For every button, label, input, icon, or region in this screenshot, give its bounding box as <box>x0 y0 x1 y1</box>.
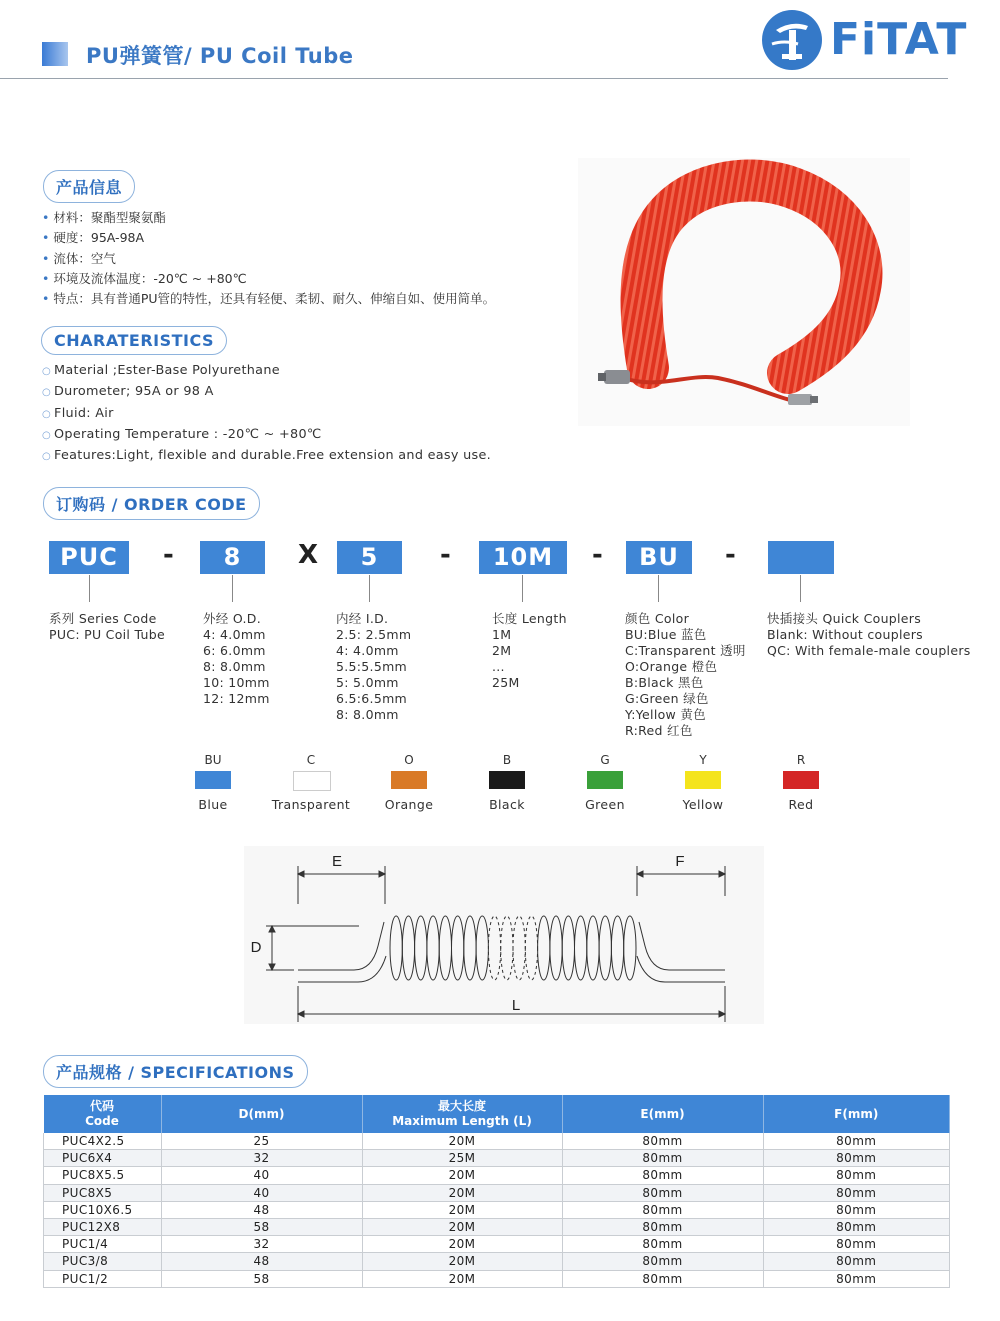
order-code-separator: X <box>298 540 319 570</box>
connector-line <box>800 575 801 602</box>
table-cell: 80mm <box>763 1236 950 1253</box>
table-row <box>44 1253 950 1270</box>
product-info-heading: 产品信息 <box>43 170 135 203</box>
order-code-separator: - <box>592 540 603 570</box>
table-cell: 80mm <box>763 1201 950 1218</box>
table-cell: 80mm <box>763 1133 950 1150</box>
swatch-name: Black <box>489 797 525 812</box>
order-code-box-id: 5 <box>337 541 402 574</box>
column-header-code: 代码 Code <box>44 1095 162 1133</box>
dimension-label-f: F <box>675 853 685 870</box>
swatch-code: B <box>502 753 512 767</box>
brand-logo-icon <box>762 10 822 70</box>
table-cell: 80mm <box>562 1201 763 1218</box>
column-header-e: E(mm) <box>562 1095 763 1133</box>
table-cell: 80mm <box>763 1184 950 1201</box>
column-header-f: F(mm) <box>763 1095 950 1133</box>
swatch-name: Red <box>788 797 814 812</box>
list-item: ○ Durometer; 95A or 98 A <box>42 384 214 400</box>
list-item: • 材料：聚酯型聚氨酯 <box>42 210 166 225</box>
characteristics-list <box>42 361 491 467</box>
table-cell: 20M <box>362 1201 562 1218</box>
connector-line <box>232 575 233 602</box>
id-description: 内经 I.D. 2.5: 2.5mm 4: 4.0mm 5.5:5.5mm 5: 5.0mm 6.5:6.5mm 8: 8.0mm <box>336 611 412 722</box>
series-code-description: 系列 Series Code PUC: PU Coil Tube <box>49 611 165 642</box>
table-cell: 20M <box>362 1218 562 1235</box>
table-cell: 80mm <box>562 1253 763 1270</box>
color-swatch-blue <box>195 771 231 789</box>
connector-line <box>522 575 523 602</box>
order-code-heading: 订购码 / ORDER CODE <box>43 487 260 520</box>
table-cell: 80mm <box>562 1236 763 1253</box>
table-cell: PUC3/8 <box>44 1253 162 1270</box>
list-item: ○ Fluid: Air <box>42 405 114 421</box>
table-cell: 80mm <box>562 1133 763 1150</box>
list-item: • 特点：具有普通PU管的特性，还具有轻便、柔韧、耐久、伸缩自如、使用简单。 <box>42 291 496 307</box>
color-swatch-yellow <box>685 771 721 789</box>
color-swatch-black <box>489 771 525 789</box>
table-cell: PUC6X4 <box>44 1150 162 1167</box>
od-description: 外经 O.D. 4: 4.0mm 6: 6.0mm 8: 8.0mm 10: 10mm 12: 12mm <box>203 611 270 706</box>
column-header-max-length: 最大长度 Maximum Length (L) <box>362 1095 562 1133</box>
list-item: • 环境及流体温度：-20℃ ~ +80℃ <box>42 270 247 286</box>
table-cell: 80mm <box>562 1167 763 1184</box>
table-cell: 20M <box>362 1133 562 1150</box>
table-cell: PUC12X8 <box>44 1218 162 1235</box>
swatch-name: Blue <box>198 797 228 812</box>
order-code-separator: - <box>163 540 174 570</box>
table-cell: 80mm <box>763 1253 950 1270</box>
table-cell: PUC1/2 <box>44 1270 162 1287</box>
swatch-name: Yellow <box>682 797 724 812</box>
table-cell: 48 <box>161 1253 362 1270</box>
connector-line <box>658 575 659 602</box>
characteristics-heading: CHARATERISTICS <box>41 326 227 355</box>
table-cell: 80mm <box>763 1167 950 1184</box>
swatch-code: G <box>600 753 610 767</box>
order-code-box-series: PUC <box>49 541 129 574</box>
table-cell: 32 <box>161 1236 362 1253</box>
table-cell: PUC1/4 <box>44 1236 162 1253</box>
specifications-heading: 产品规格 / SPECIFICATIONS <box>43 1055 308 1088</box>
order-code-box-color: BU <box>626 541 692 574</box>
table-row <box>44 1270 950 1287</box>
swatch-code: BU <box>204 753 222 767</box>
list-item: ○ Material ;Ester-Base Polyurethane <box>42 363 280 378</box>
table-cell: 25 <box>161 1133 362 1150</box>
table-cell: 48 <box>161 1201 362 1218</box>
table-cell: 80mm <box>763 1150 950 1167</box>
table-cell: 40 <box>161 1184 362 1201</box>
length-description: 长度 Length 1M 2M ... 25M <box>492 611 567 690</box>
table-cell: 20M <box>362 1253 562 1270</box>
table-cell: PUC8X5 <box>44 1184 162 1201</box>
table-row <box>44 1201 950 1218</box>
column-header-d: D(mm) <box>161 1095 362 1133</box>
table-cell: 80mm <box>562 1270 763 1287</box>
table-cell: 20M <box>362 1236 562 1253</box>
swatch-name: Orange <box>384 797 434 812</box>
order-code-box-length: 10M <box>479 541 567 574</box>
connector-line <box>89 575 90 602</box>
brand-logo-mark <box>762 10 822 70</box>
color-swatch-green <box>587 771 623 789</box>
dimension-label-l: L <box>511 997 521 1014</box>
table-cell: 32 <box>161 1150 362 1167</box>
header-accent-block <box>42 42 68 66</box>
page-title: PU弹簧管/ PU Coil Tube <box>86 44 354 68</box>
color-description: 颜色 Color BU:Blue 蓝色 C:Transparent 透明 O:Orange 橙色 B:Black 黑色 G:Green 绿色 Y:Yellow 黄色 R:Red 红色 <box>625 611 746 738</box>
table-cell: 80mm <box>763 1270 950 1287</box>
color-swatch-red <box>783 771 819 789</box>
table-cell: 25M <box>362 1150 562 1167</box>
table-cell: PUC10X6.5 <box>44 1201 162 1218</box>
order-code-separator: - <box>725 540 736 570</box>
table-header-row <box>44 1095 950 1133</box>
product-info-list <box>42 208 495 309</box>
couplers-description: 快插接头 Quick Couplers Blank: Without couplers QC: With female-male couplers <box>767 611 971 658</box>
list-item: ○ Operating Temperature : -20℃ ~ +80℃ <box>42 426 322 442</box>
header-divider <box>0 78 948 79</box>
connector-line <box>369 575 370 602</box>
coil-dimension-diagram <box>244 846 764 1024</box>
order-code-separator: - <box>440 540 451 570</box>
table-row <box>44 1167 950 1184</box>
dimension-label-e: E <box>331 853 343 870</box>
swatch-name: Transparent <box>271 797 351 812</box>
table-cell: 20M <box>362 1184 562 1201</box>
table-cell: 20M <box>362 1270 562 1287</box>
table-cell: 80mm <box>562 1150 763 1167</box>
table-cell: PUC4X2.5 <box>44 1133 162 1150</box>
table-cell: 58 <box>161 1270 362 1287</box>
table-row <box>44 1218 950 1235</box>
list-item: ○ Features:Light, flexible and durable.Free extension and easy use. <box>42 448 492 464</box>
color-swatch-orange <box>391 771 427 789</box>
brand-logo-text: FiTAT <box>830 14 968 65</box>
coil-tube-product-image <box>578 158 910 426</box>
dimension-label-d: D <box>250 939 262 956</box>
table-row <box>44 1236 950 1253</box>
swatch-code: R <box>796 753 806 767</box>
swatch-code: C <box>306 753 316 767</box>
order-code-box-od: 8 <box>200 541 265 574</box>
table-cell: 80mm <box>763 1218 950 1235</box>
list-item: • 硬度：95A-98A <box>42 230 145 246</box>
table-row <box>44 1184 950 1201</box>
color-swatch-transparent <box>293 771 331 791</box>
table-cell: 20M <box>362 1167 562 1184</box>
specifications-table <box>43 1095 950 1288</box>
table-cell: 40 <box>161 1167 362 1184</box>
order-code-box-couplers <box>768 541 834 574</box>
table-row <box>44 1150 950 1167</box>
table-cell: 58 <box>161 1218 362 1235</box>
table-cell: 80mm <box>562 1184 763 1201</box>
swatch-name: Green <box>585 797 625 812</box>
table-cell: 80mm <box>562 1218 763 1235</box>
table-cell: PUC8X5.5 <box>44 1167 162 1184</box>
swatch-code: O <box>404 753 414 767</box>
swatch-code: Y <box>699 753 707 767</box>
table-row <box>44 1133 950 1150</box>
list-item: • 流体：空气 <box>42 250 116 266</box>
